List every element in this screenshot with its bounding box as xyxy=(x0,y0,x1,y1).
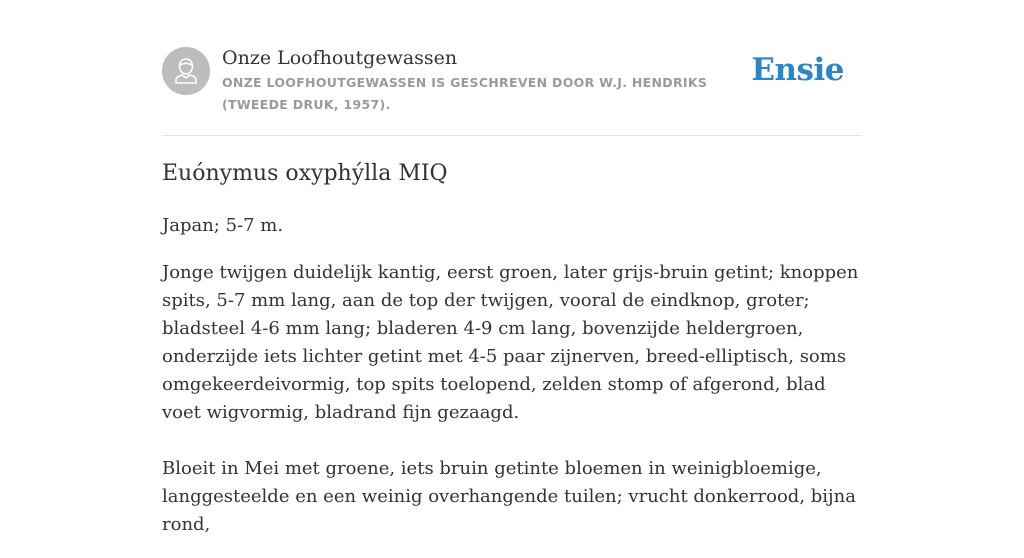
publication-subtitle: ONZE LOOFHOUTGEWASSEN IS GESCHREVEN DOOR W.J. HENDRIKS (TWEEDE DRUK, 1957). xyxy=(222,75,708,112)
brand-logo[interactable]: Ensie xyxy=(751,52,844,88)
publication-header xyxy=(162,0,862,136)
entry-title: Euónymus oxyphýlla MIQ xyxy=(162,161,448,186)
user-silhouette-icon[interactable] xyxy=(162,47,210,95)
entry-body xyxy=(162,212,862,558)
content-container xyxy=(162,0,862,535)
publication-title[interactable]: Onze Loofhoutgewassen xyxy=(222,47,458,69)
publication-info xyxy=(222,44,762,116)
paragraph-origin: Japan; 5-7 m. xyxy=(162,215,284,236)
paragraph-description: Jonge twijgen duidelijk kantig, eerst groen, later grijs-bruin getint; knoppen spits, 5-7 mm lang, aan de top der twijgen, vooral de eindknop, groter; bladsteel 4-6 mm lang; bladeren 4-9 cm lang, bovenzijde heldergroen, onderzijde iets lichter getint met 4-5 paar zijnerven, breed-elliptisch, soms omgekeerdeivormig, top spits toelopend, zelden stomp of afgerond, blad voet wigvormig, bladrand fijn gezaagd. xyxy=(162,262,859,423)
paragraph-flowering: Bloeit in Mei met groene, iets bruin getinte bloemen in weinigbloemige, langgesteelde en een weinig overhangende tuilen; vrucht donkerrood, bijna rond, xyxy=(162,458,856,535)
